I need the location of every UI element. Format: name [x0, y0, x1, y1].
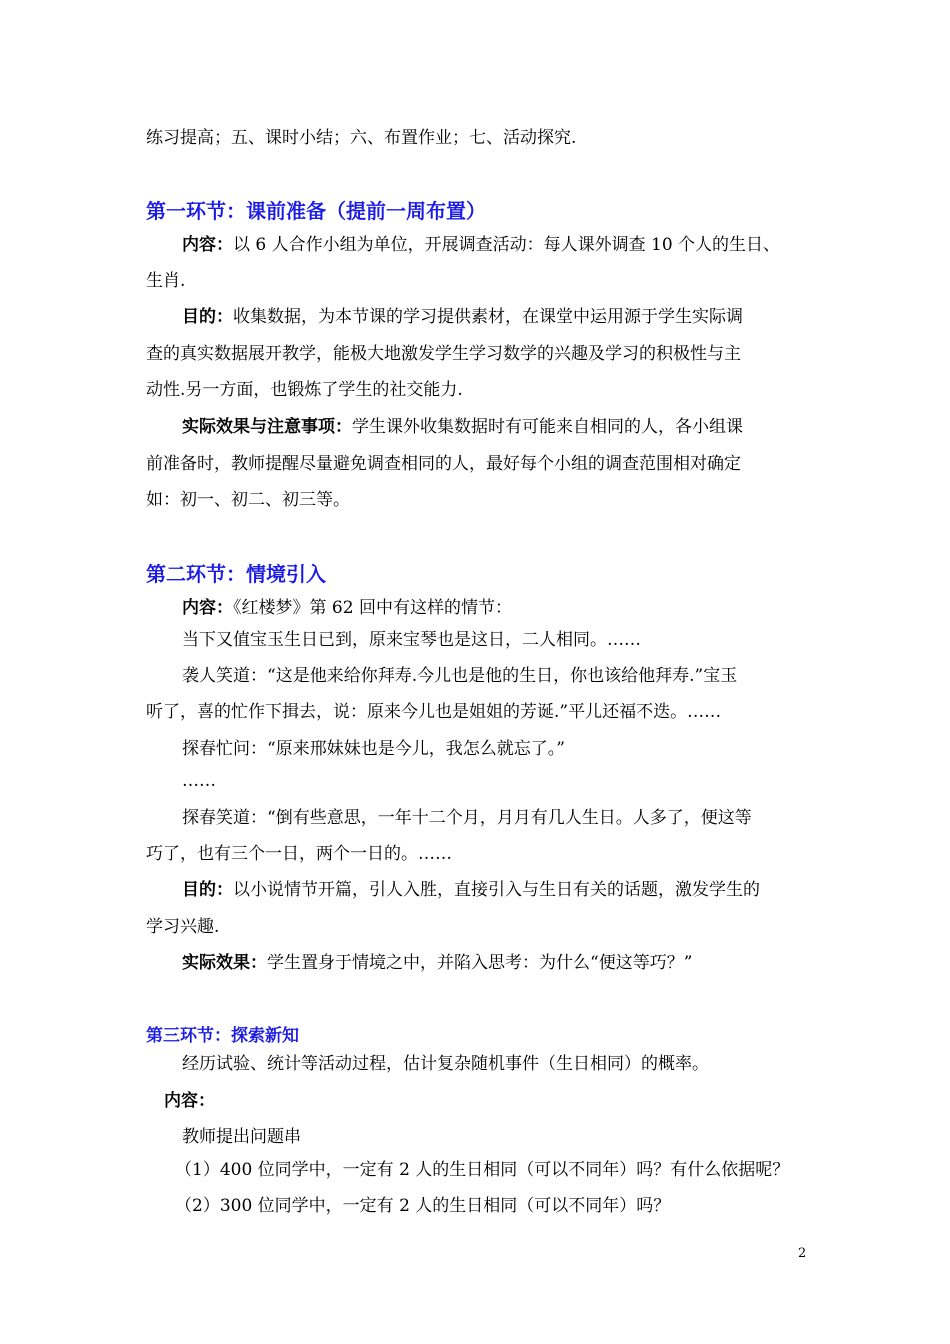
section2-heading: 第二环节：情境引入	[146, 562, 326, 586]
section3-heading: 第三环节：探索新知	[146, 1026, 299, 1046]
section1-purpose-cont: 查的真实数据展开教学，能极大地激发学生学习数学的兴趣及学习的积极性与主	[146, 344, 741, 364]
section1-content-cont: 生肖.	[146, 271, 186, 291]
quote-3: 探春忙问：“原来邢妹妹也是今儿，我怎么就忘了。”	[182, 739, 565, 759]
content-label: 内容：	[182, 235, 233, 255]
section1-effect: 实际效果与注意事项：学生课外收集数据时有可能来自相同的人，各小组课	[182, 417, 743, 437]
section1-effect-cont: 前准备时，教师提醒尽量避免调查相同的人，最好每个小组的调查范围相对确定	[146, 454, 741, 474]
question-2: （2）300 位同学中，一定有 2 人的生日相同（可以不同年）吗？	[175, 1196, 671, 1216]
section2-purpose-cont: 学习兴趣.	[146, 917, 220, 937]
page-number: 2	[798, 1246, 807, 1261]
ellipsis: ……	[182, 771, 216, 791]
quote-2-cont: 听了，喜的忙作下揖去，说：原来今儿也是姐姐的芳诞.”平儿还福不迭。……	[146, 702, 722, 722]
section1-purpose-cont2: 动性.另一方面，也锻炼了学生的社交能力.	[146, 380, 463, 400]
effect-label: 实际效果：	[182, 953, 267, 973]
purpose-label: 目的：	[182, 307, 233, 327]
purpose-label: 目的：	[182, 880, 233, 900]
quote-1: 当下又值宝玉生日已到，原来宝琴也是这日，二人相同。……	[182, 630, 641, 650]
section3-content-label: 内容：	[164, 1091, 215, 1111]
question-intro: 教师提出问题串	[182, 1127, 301, 1147]
quote-2: 袭人笑道：“这是他来给你拜寿.今儿也是他的生日，你也该给他拜寿.”宝玉	[182, 666, 738, 686]
section1-effect-cont2: 如：初一、初二、初三等。	[146, 490, 350, 510]
section2-purpose: 目的：以小说情节开篇，引人入胜，直接引入与生日有关的话题，激发学生的	[182, 880, 760, 900]
intro-line: 练习提高；五、课时小结；六、布置作业；七、活动探究.	[146, 128, 577, 148]
section2-content: 内容：《红楼梦》第 62 回中有这样的情节：	[182, 598, 512, 618]
question-1: （1）400 位同学中，一定有 2 人的生日相同（可以不同年）吗？有什么依据呢？	[175, 1160, 790, 1180]
content-label: 内容：	[182, 598, 233, 618]
section3-intro: 经历试验、统计等活动过程，估计复杂随机事件（生日相同）的概率。	[182, 1054, 709, 1074]
effect-label: 实际效果与注意事项：	[182, 417, 352, 437]
section1-content: 内容：以 6 人合作小组为单位，开展调查活动：每人课外调查 10 个人的生日、	[182, 235, 781, 255]
quote-4: 探春笑道：“倒有些意思，一年十二个月，月月有几人生日。人多了，便这等	[182, 808, 752, 828]
quote-4-cont: 巧了，也有三个一日，两个一日的。……	[146, 844, 452, 864]
section1-purpose: 目的：收集数据，为本节课的学习提供素材，在课堂中运用源于学生实际调	[182, 307, 743, 327]
section2-effect: 实际效果：学生置身于情境之中，并陷入思考：为什么“便这等巧？”	[182, 953, 693, 973]
section1-heading: 第一环节：课前准备（提前一周布置）	[146, 199, 486, 223]
